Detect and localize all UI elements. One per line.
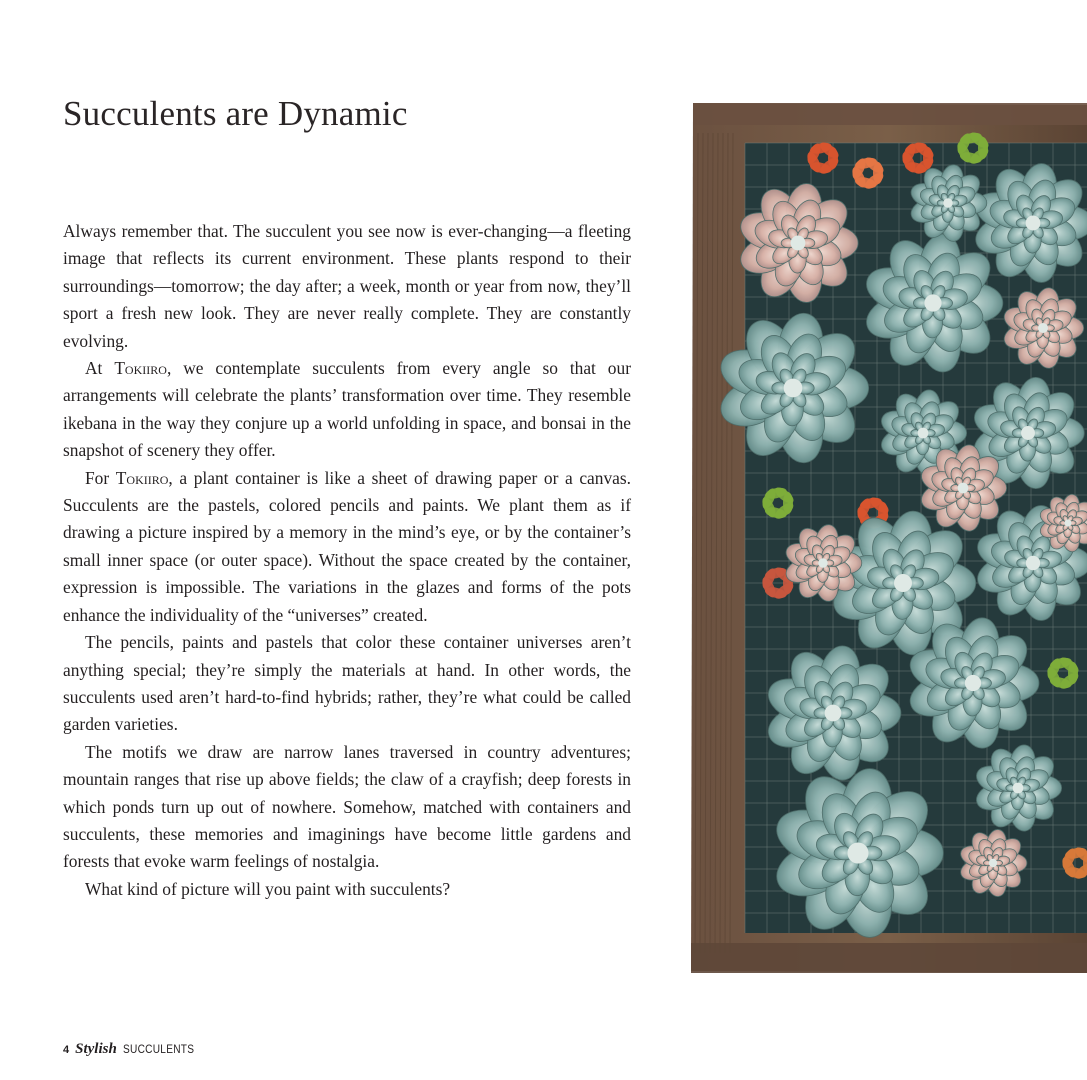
- paragraph-text: For: [85, 467, 116, 488]
- succulent-photo: [683, 103, 1087, 978]
- paragraph-text: Always remember that. The succulent you see now is ever-changing—a fleeting image that reflects its current environment. These plants respond to their surroundings—tomorrow; the day after; a week, month or year from now, they’ll sport a fresh new look. They are never really complete. They are constantly evolving.: [63, 221, 631, 351]
- page-number: 4: [63, 1044, 70, 1056]
- paragraph: [63, 876, 631, 903]
- paragraph-text: What kind of picture will you paint with succulents?: [85, 878, 451, 899]
- paragraph: [63, 465, 631, 629]
- page-title: Succulents are Dynamic: [63, 94, 408, 133]
- paragraph-text: , a plant container is like a sheet of drawing paper or a canvas. Succulents are the pastels, colored pencils and paints. We plant them as if drawing a picture inspired by a memory in the mind’s eye, or by the container’s small inner space (or outer space). Without the space created by the container, expression is impossible. The variations in the glazes and forms of the pots enhance the individuality of the “universes” created.: [63, 467, 631, 625]
- paragraph-text: , we contemplate succulents from every angle so that our arrangements will celebrate the plants’ transformation over time. They resemble ikebana in the way they conjure up a world unfolding in space, and bonsai in the snapshot of scenery they offer.: [63, 358, 631, 461]
- paragraph-text: At: [85, 358, 115, 379]
- paragraph: [63, 739, 631, 876]
- paragraph-text: The pencils, paints and pastels that color these container universes aren’t anything special; they’re simply the materials at hand. In other words, the succulents used aren’t hard-to-find hybrids; rather, they’re what could be called garden varieties.: [63, 632, 631, 735]
- succulent-tray-image: [683, 103, 1087, 978]
- paragraph: [63, 629, 631, 739]
- paragraph: [63, 355, 631, 465]
- body-text: [63, 218, 631, 903]
- brand-name: Tokiiro: [115, 467, 169, 488]
- footer-book-title-caps: SUCCULENTS: [122, 1044, 195, 1056]
- paragraph-text: The motifs we draw are narrow lanes traversed in country adventures; mountain ranges that rise up above fields; the claw of a crayfish; deep forests in which ponds turn up out of nowhere. Somehow, matched with containers and succulents, these memories and imaginings have become little gardens and forests that evoke warm feelings of nostalgia.: [63, 741, 631, 872]
- page-footer: [63, 1041, 204, 1058]
- footer-book-title-italic: Stylish: [75, 1041, 117, 1057]
- paragraph: [63, 218, 631, 355]
- brand-name: Tokiiro: [114, 358, 167, 379]
